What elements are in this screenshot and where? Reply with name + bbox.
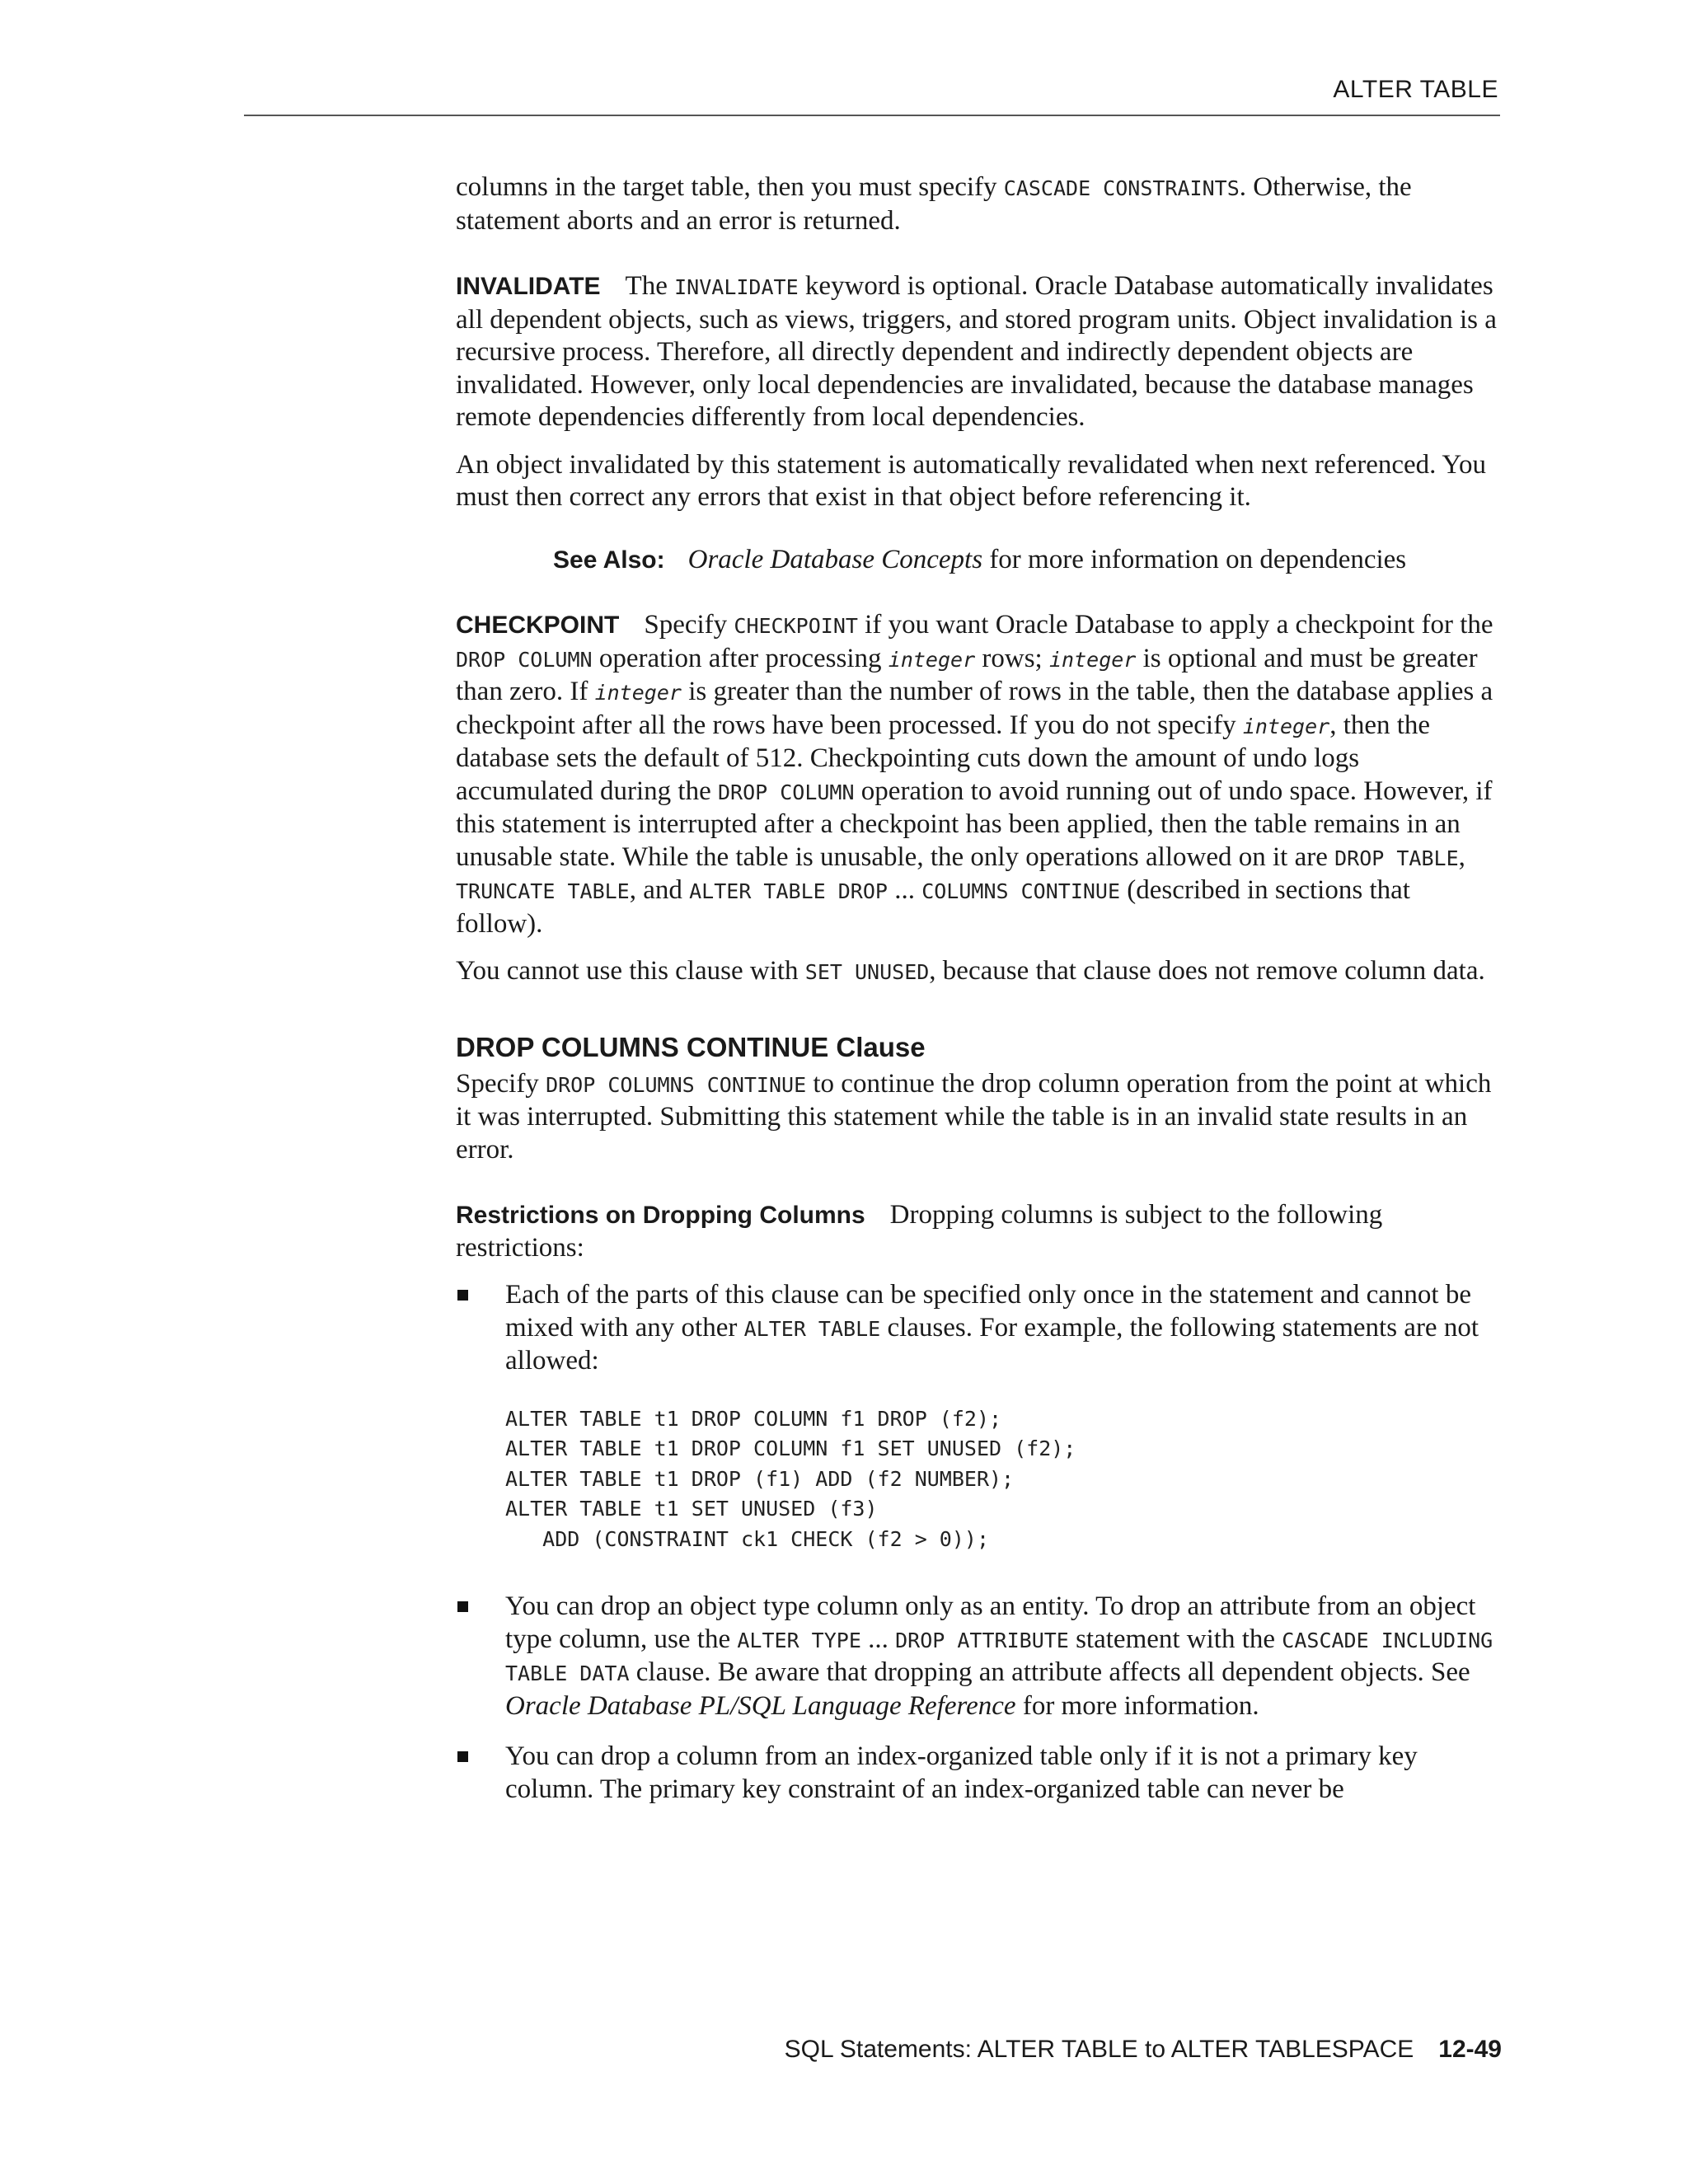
- text: for more information on dependencies: [982, 544, 1407, 574]
- text: You cannot use this clause with: [456, 956, 805, 986]
- text: ...: [860, 1624, 896, 1654]
- paragraph-drop-columns-continue: [456, 1068, 1503, 1167]
- inline-code-italic: integer: [1242, 714, 1330, 738]
- text: rows;: [975, 643, 1049, 673]
- text: clauses. For example, the following statements are not allowed:: [505, 1312, 1479, 1376]
- book-title-link: Oracle Database Concepts: [687, 544, 983, 574]
- inline-code: CASCADE INCLUDING TABLE DATA: [505, 1628, 1493, 1685]
- restrictions-list: [456, 1279, 1503, 1806]
- text: The: [625, 271, 675, 301]
- run-in-heading: INVALIDATE: [456, 273, 601, 300]
- running-footer: [785, 2036, 1502, 2064]
- bullet-square-icon: [457, 1601, 468, 1612]
- code-example: ALTER TABLE t1 DROP COLUMN f1 DROP (f2); ALTER TABLE t1 DROP COLUMN f1 SET UNUSED (f2); ALTER TABLE t1 DROP (f1) ADD (f2 NUMBER); ALTER TABLE t1 SET UNUSED (f3) ADD (CONSTRAINT ck1 CHECK (f2 > 0));: [505, 1406, 1076, 1551]
- text: is optional and must be greater than zero. If: [456, 643, 1478, 706]
- footer-title: SQL Statements: ALTER TABLE to ALTER TABLESPACE: [784, 2036, 1414, 2063]
- text: columns in the target table, then you must specify: [456, 172, 1004, 202]
- bullet-square-icon: [457, 1751, 468, 1762]
- paragraph-invalidate: [456, 270, 1503, 434]
- bullet-square-icon: [457, 1290, 468, 1301]
- text: for more information.: [1015, 1690, 1259, 1721]
- paragraph-checkpoint: [456, 609, 1503, 940]
- inline-code: CASCADE CONSTRAINTS: [1003, 176, 1240, 200]
- paragraph-restrictions: [456, 1199, 1503, 1264]
- run-in-heading: CHECKPOINT: [456, 612, 620, 639]
- inline-code: INVALIDATE: [674, 275, 799, 299]
- list-item: [456, 1741, 1503, 1806]
- text: Dropping columns is subject to the following restrictions:: [456, 1200, 1383, 1263]
- list-item: [456, 1279, 1503, 1554]
- text: ...: [887, 875, 922, 905]
- book-title-link: Oracle Database PL/SQL Language Reference: [505, 1690, 1016, 1721]
- list-item-text: [505, 1279, 1503, 1378]
- text: if you want Oracle Database to apply a checkpoint for the: [857, 610, 1493, 640]
- page-body: [456, 171, 1503, 1824]
- inline-code: SET UNUSED: [804, 960, 930, 984]
- text: clause. Be aware that dropping an attribute affects all dependent objects. See: [629, 1657, 1470, 1687]
- header-rule: [244, 115, 1500, 116]
- text: ,: [1458, 841, 1465, 872]
- list-item: [456, 1591, 1503, 1722]
- see-also-label: See Also:: [553, 546, 665, 574]
- inline-code: DROP ATTRIBUTE: [895, 1628, 1069, 1652]
- text: You can drop an object type column only as an entity. To drop an attribute from an object type column, use the: [505, 1591, 1476, 1654]
- inline-code: DROP COLUMN: [456, 647, 593, 672]
- inline-code: DROP COLUMN: [717, 780, 855, 804]
- text: keyword is optional. Oracle Database automatically invalidates all dependent objects, such as views, triggers, and stored program units. Object invalidation is a recursive process. Therefore, all directly dependent and indirectly dependent objects are invalidated. However, only local dependencies are invalidated, because the database manages remote dependencies differently from local dependencies.: [456, 271, 1497, 432]
- text: statement with the: [1068, 1624, 1282, 1654]
- inline-code-italic: integer: [888, 647, 976, 672]
- text: Specify: [644, 610, 734, 640]
- text: Each of the parts of this clause can be specified only once in the statement and cannot be mixed with any other: [505, 1280, 1471, 1343]
- inline-code: ALTER TYPE: [737, 1628, 861, 1652]
- text: operation after processing: [592, 643, 889, 673]
- text: , and: [629, 875, 690, 905]
- paragraph-set-unused: [456, 955, 1503, 989]
- inline-code: ALTER TABLE: [743, 1316, 881, 1341]
- list-item-text: [505, 1591, 1503, 1722]
- running-header: ALTER TABLE: [1333, 76, 1498, 103]
- run-in-heading: Restrictions on Dropping Columns: [456, 1202, 865, 1229]
- inline-code: CHECKPOINT: [734, 614, 858, 638]
- inline-code: TRUNCATE TABLE: [456, 879, 630, 903]
- inline-code: DROP COLUMNS CONTINUE: [546, 1072, 807, 1097]
- section-heading: DROP COLUMNS CONTINUE Clause: [456, 1031, 926, 1062]
- text: , then the database sets the default of 512. Checkpointing cuts down the amount of undo logs accumulated during the: [456, 710, 1431, 806]
- text: is greater than the number of rows in the table, then the database applies a checkpoint after all the rows have been processed. If you do not specify: [456, 677, 1493, 740]
- page-number: 12-49: [1438, 2036, 1502, 2063]
- paragraph-cascade: [456, 171, 1503, 237]
- inline-code-italic: integer: [594, 681, 682, 705]
- text: to continue the drop column operation from the point at which it was interrupted. Submitting this statement while the table is in an invalid state results in an error.: [456, 1068, 1492, 1165]
- inline-code: COLUMNS CONTINUE: [921, 879, 1121, 903]
- see-also-note: [553, 544, 1503, 577]
- inline-code: DROP TABLE: [1334, 846, 1459, 870]
- list-item-text: You can drop a column from an index-organized table only if it is not a primary key column. The primary key constraint of an index-organized table can never be: [505, 1741, 1418, 1804]
- inline-code-italic: integer: [1048, 647, 1137, 672]
- text: Specify: [456, 1068, 546, 1099]
- text: , because that clause does not remove column data.: [929, 956, 1485, 986]
- text: . Otherwise, the statement aborts and an error is returned.: [456, 172, 1412, 236]
- inline-code: ALTER TABLE DROP: [689, 879, 888, 903]
- text: operation to avoid running out of undo space. However, if this statement is interrupted after a checkpoint has been applied, then the table remains in an unusable state. While the table is unusable, the only operations allowed on it are: [456, 776, 1493, 872]
- text: (described in sections that follow).: [456, 875, 1410, 939]
- paragraph-revalidate: An object invalidated by this statement is automatically revalidated when next referenced. You must then correct any errors that exist in that object before referencing it.: [456, 449, 1486, 512]
